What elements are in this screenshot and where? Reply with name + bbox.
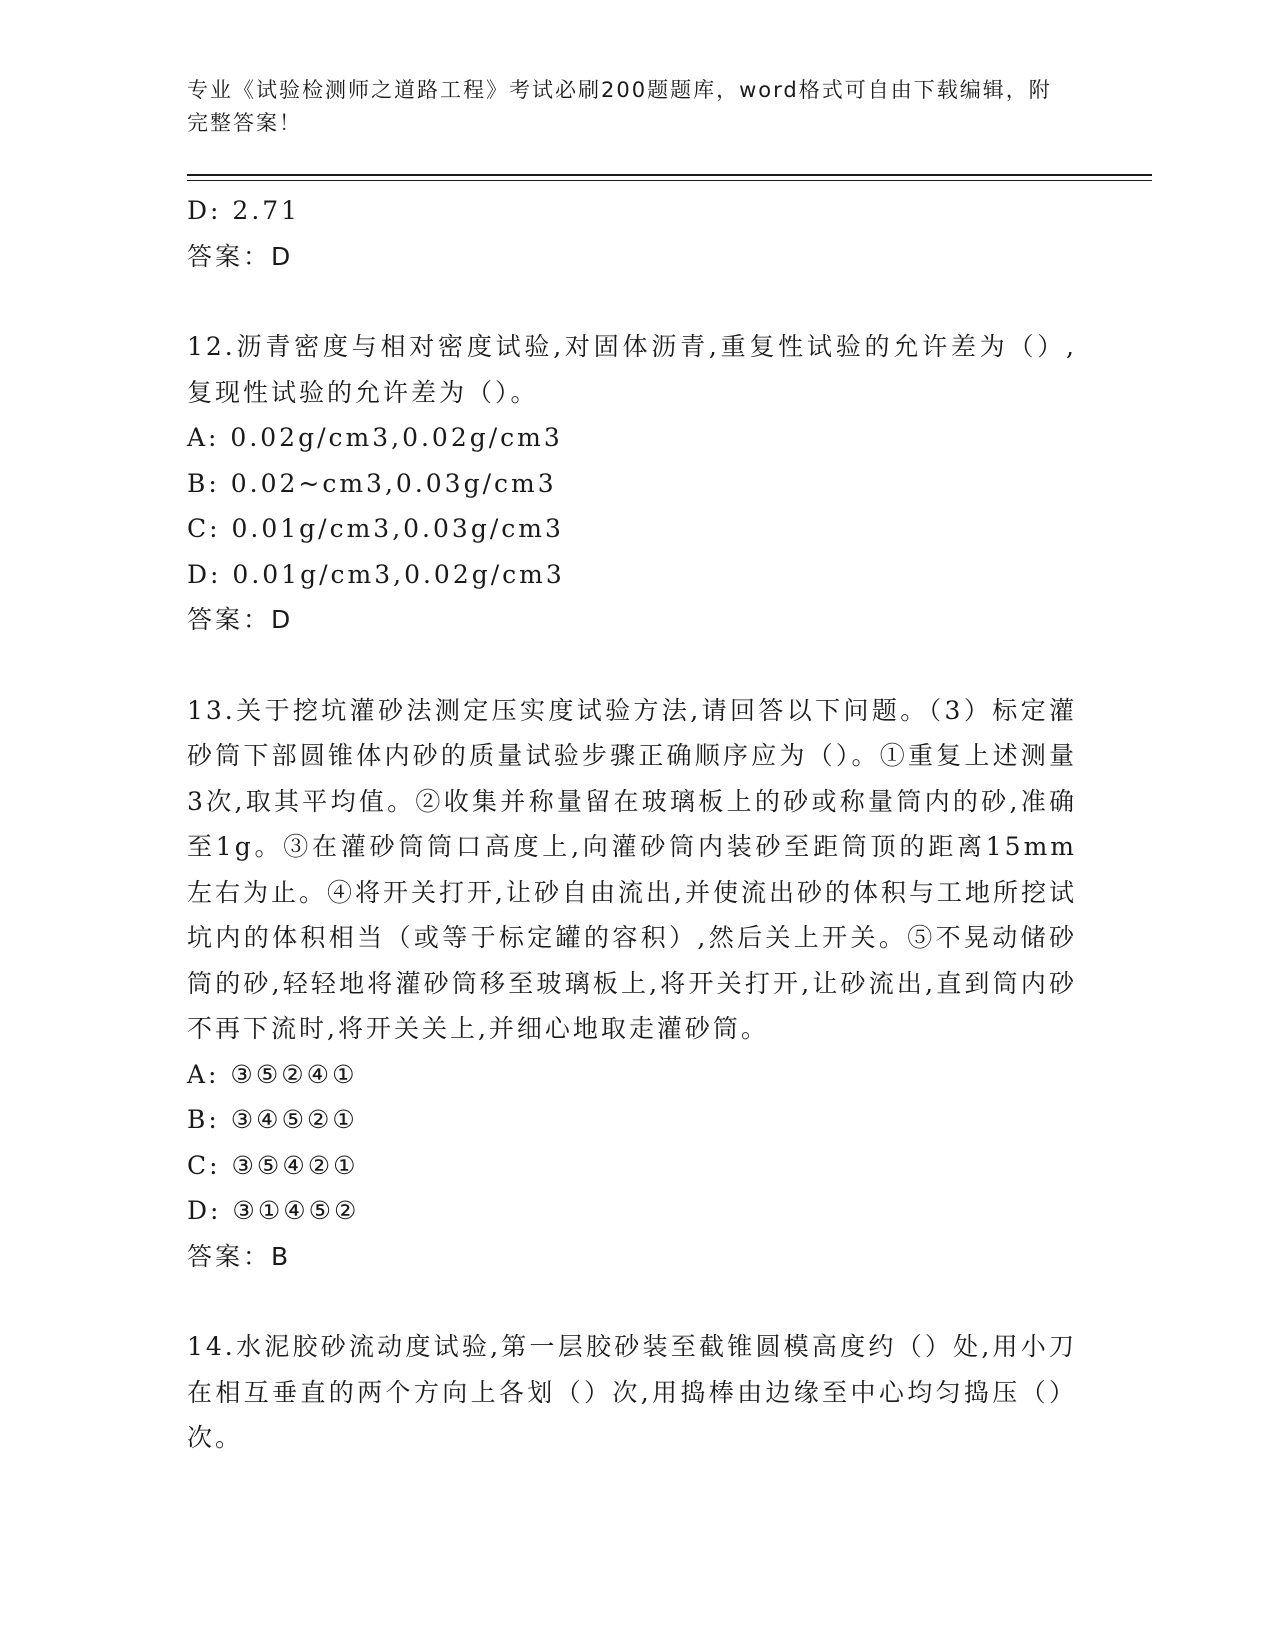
option-d: D: 2.71 [187, 196, 301, 225]
spacer [187, 1279, 1077, 1324]
option-d: D: 0.01g/cm3,0.02g/cm3 [187, 559, 565, 589]
question-13 [187, 688, 1077, 1280]
header-rule-thick [187, 174, 1152, 176]
option-b: B: 0.02~cm3,0.03g/cm3 [187, 468, 557, 498]
option-c: C: ③⑤④②① [187, 1150, 359, 1180]
option-c: C: 0.01g/cm3,0.03g/cm3 [187, 514, 564, 543]
spacer [187, 643, 1077, 688]
option-a: A: 0.02g/cm3,0.02g/cm3 [187, 423, 563, 452]
header-rule-thin [187, 180, 1152, 181]
page-header: 专业《试验检测师之道路工程》考试必刷200题题库，word格式可自由下载编辑，附完整答案！ [187, 78, 1052, 135]
option-d: D: ③①④⑤② [187, 1196, 360, 1225]
question-stem: 13.关于挖坑灌砂法测定压实度试验方法,请回答以下问题。（3）标定灌砂筒下部圆锥体内砂的质量试验步骤正确顺序应为（）。①重复上述测量3次,取其平均值。②收集并称量留在玻璃板上的砂或称量筒内的砂,准确至1g。③在灌砂筒筒口高度上,向灌砂筒内装砂至距筒顶的距离15mm左右为止。④将开关打开,让砂自由流出,并使流出砂的体积与工地所挖试坑内的体积相当（或等于标定罐的容积）,然后关上开关。⑤不晃动储砂筒的砂,轻轻地将灌砂筒移至玻璃板上,将开关打开,让砂流出,直到筒内砂不再下流时,将开关关上,并细心地取走灌砂筒。 [187, 695, 1077, 1043]
question-14 [187, 1324, 1077, 1461]
document-body [187, 188, 1077, 1461]
question-stem: 12.沥青密度与相对密度试验,对固体沥青,重复性试验的允许差为（）,复现性试验的允许差为（）。 [187, 332, 1077, 407]
question-stem: 14.水泥胶砂流动度试验,第一层胶砂装至截锥圆模高度约（）处,用小刀在相互垂直的两个方向上各划（）次,用捣棒由边缘至中心均匀捣压（）次。 [187, 1332, 1077, 1452]
spacer [187, 279, 1077, 324]
question-11-tail [187, 188, 1077, 279]
answer-line: 答案：D [187, 241, 294, 271]
option-b: B: ③④⑤②① [187, 1105, 358, 1134]
answer-line: 答案：D [187, 605, 294, 634]
option-a: A: ③⑤②④① [187, 1059, 358, 1089]
question-12 [187, 324, 1077, 643]
answer-line: 答案：B [187, 1241, 292, 1271]
